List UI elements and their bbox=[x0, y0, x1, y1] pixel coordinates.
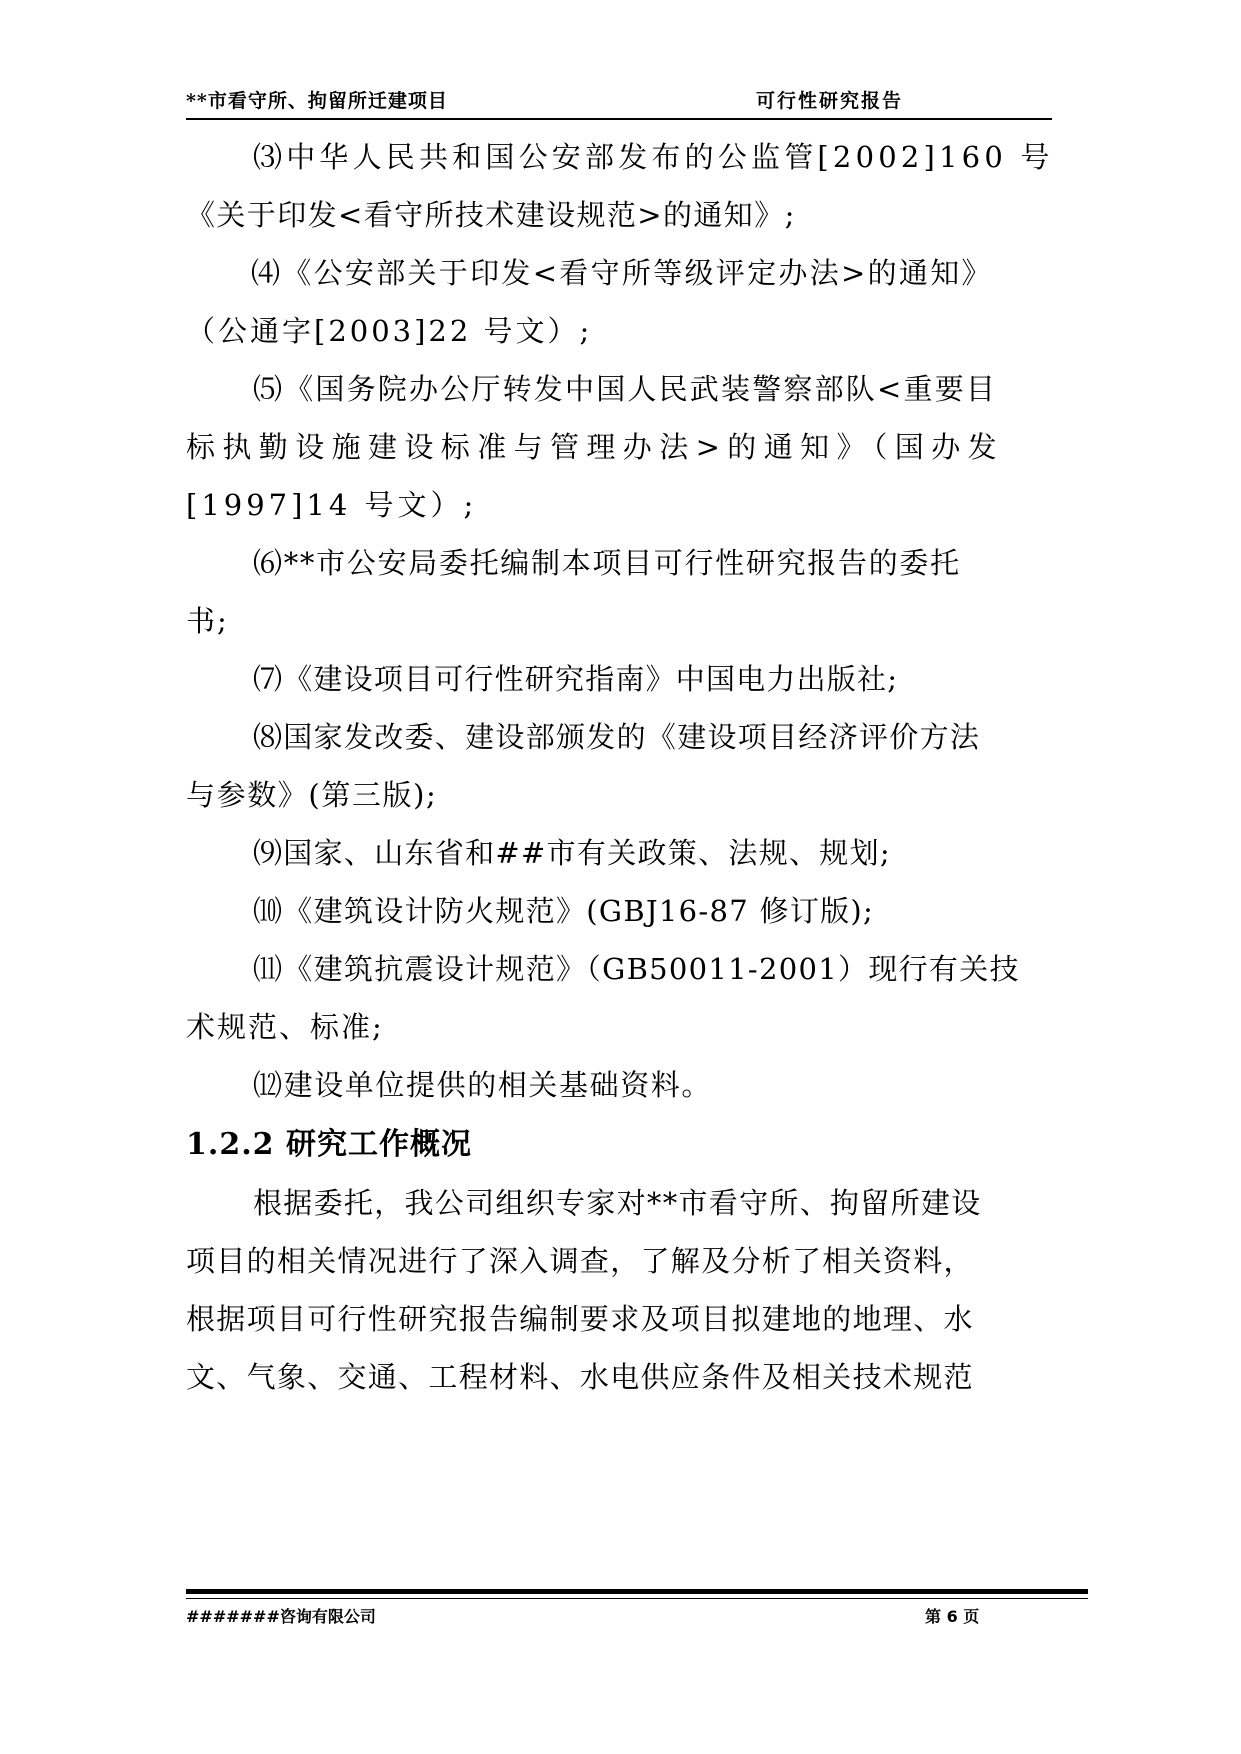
body-line-13: ⑼国家、山东省和##市有关政策、法规、规划; bbox=[253, 836, 891, 870]
paragraph-line-2: 项目的相关情况进行了深入调查，了解及分析了相关资料， bbox=[186, 1244, 974, 1278]
body-line-5: ⑸《国务院办公厅转发中国人民武装警察部队<重要目 bbox=[253, 372, 998, 406]
paragraph-line-4: 文、气象、交通、工程材料、水电供应条件及相关技术规范 bbox=[186, 1360, 974, 1394]
footer-rule-thin bbox=[186, 1598, 1088, 1599]
body-line-14: ⑽《建筑设计防火规范》(GBJ16-87 修订版); bbox=[253, 894, 875, 928]
paragraph-line-3: 根据项目可行性研究报告编制要求及项目拟建地的地理、水 bbox=[186, 1302, 974, 1336]
body-line-17: ⑿建设单位提供的相关基础资料。 bbox=[253, 1068, 713, 1102]
body-line-3: ⑷《公安部关于印发<看守所等级评定办法>的通知》 bbox=[251, 256, 993, 290]
body-line-9: 书; bbox=[186, 604, 229, 638]
body-line-4: （公通字[2003]22 号文）; bbox=[186, 314, 593, 348]
body-line-7: [1997]14 号文）; bbox=[186, 488, 478, 522]
section-heading: 1.2.2 研究工作概况 bbox=[186, 1127, 472, 1162]
body-line-16: 术规范、标准; bbox=[186, 1010, 384, 1044]
body-line-12: 与参数》(第三版); bbox=[186, 778, 438, 812]
footer-company: #######咨询有限公司 bbox=[186, 1607, 376, 1626]
body-line-1: ⑶中华人民共和国公安部发布的公监管[2002]160 号 bbox=[253, 140, 1054, 174]
page-header bbox=[186, 86, 1052, 116]
body-line-10: ⑺《建设项目可行性研究指南》中国电力出版社; bbox=[253, 662, 899, 696]
footer-rule-thick bbox=[186, 1589, 1088, 1594]
header-report-type: 可行性研究报告 bbox=[756, 90, 904, 112]
body-line-2: 《关于印发<看守所技术建设规范>的通知》; bbox=[186, 198, 796, 232]
body-line-6: 标执勤设施建设标准与管理办法>的通知》（国办发 bbox=[186, 430, 1004, 464]
body-line-15: ⑾《建筑抗震设计规范》（GB50011-2001）现行有关技 bbox=[253, 952, 1020, 986]
body-line-11: ⑻国家发改委、建设部颁发的《建设项目经济评价方法 bbox=[253, 720, 981, 754]
header-rule bbox=[186, 118, 1052, 120]
body-line-8: ⑹**市公安局委托编制本项目可行性研究报告的委托 bbox=[253, 546, 961, 580]
header-project-title: **市看守所、拘留所迁建项目 bbox=[186, 90, 448, 112]
paragraph-line-1: 根据委托，我公司组织专家对**市看守所、拘留所建设 bbox=[253, 1186, 982, 1220]
footer-page-number: 第 6 页 bbox=[925, 1607, 980, 1626]
